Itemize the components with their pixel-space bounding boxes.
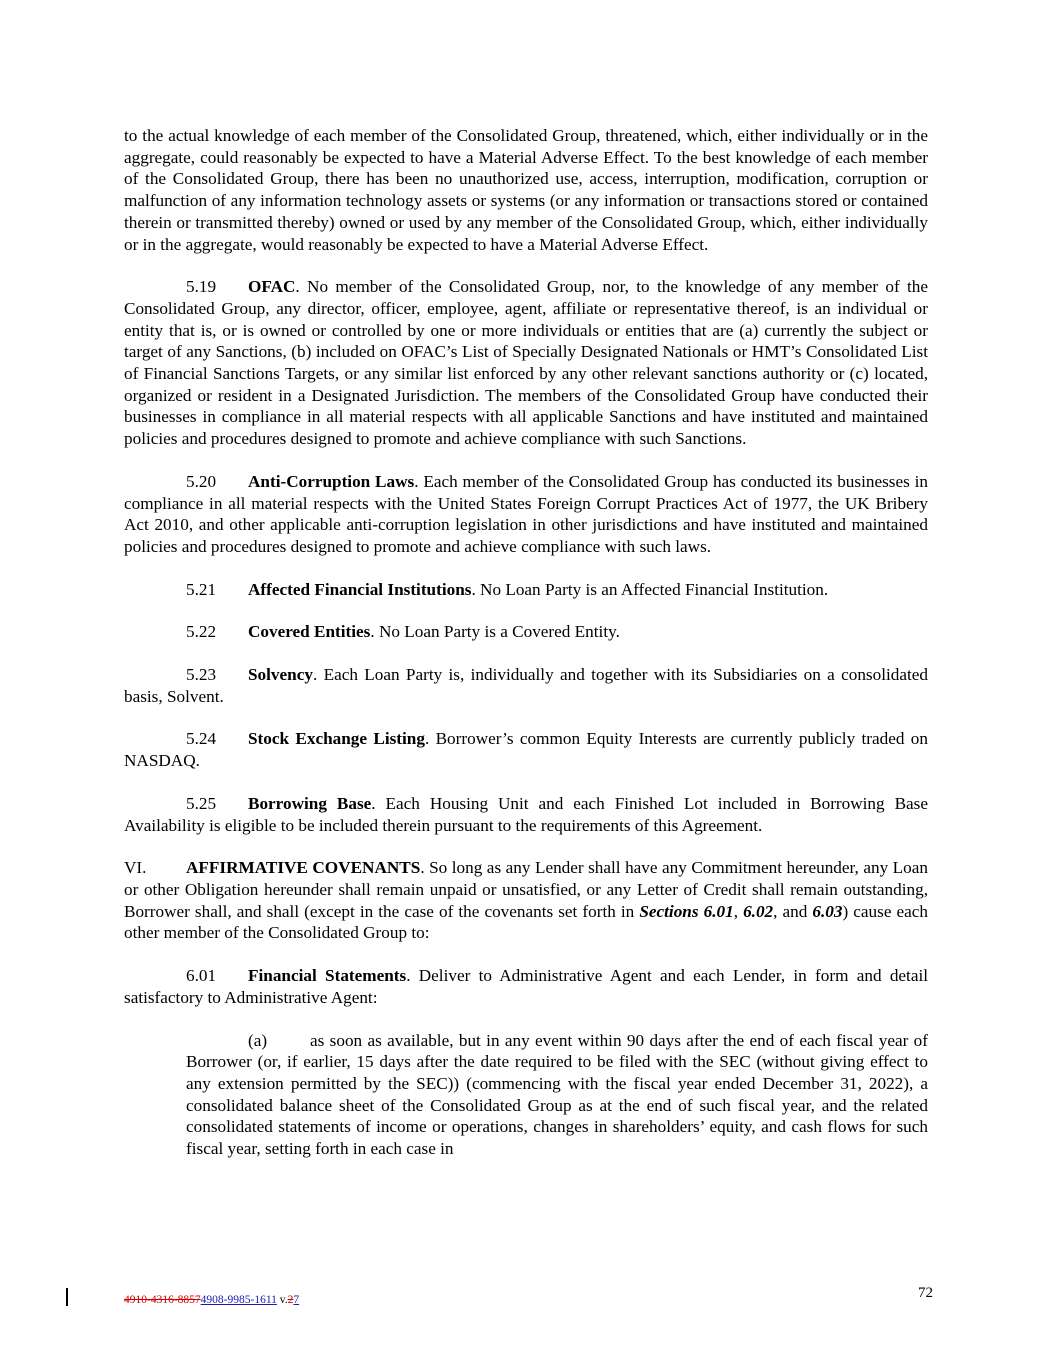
section-title: Borrowing Base <box>248 793 372 813</box>
page-number: 72 <box>918 1285 933 1301</box>
section-title: OFAC <box>248 277 296 297</box>
section-number: 5.25 <box>186 793 217 813</box>
section-text: . Borrower’s common Equity Interests are currently publicly traded on NASDAQ. <box>124 729 928 771</box>
section-5-22 <box>124 621 928 643</box>
section-5-19 <box>124 276 928 450</box>
section-number: 5.24 <box>186 729 217 749</box>
section-number: 5.19 <box>186 277 217 297</box>
section-5-24 <box>124 728 928 771</box>
section-5-23 <box>124 664 928 707</box>
version-prefix: v. <box>276 1294 288 1306</box>
section-number: 6.01 <box>186 966 217 986</box>
section-5-21 <box>124 579 928 601</box>
section-number: 5.23 <box>186 665 217 685</box>
section-6-01-a <box>186 1030 928 1160</box>
section-reference: 6.02 <box>743 901 774 921</box>
article-number: VI. <box>124 858 147 878</box>
document-id <box>124 1293 299 1307</box>
section-title: Solvency <box>248 665 313 685</box>
section-title: Covered Entities <box>248 622 371 642</box>
section-number: 5.21 <box>186 579 217 599</box>
section-text: . Each Loan Party is, individually and together with its Subsidiaries on a consolidated basis, Solvent. <box>124 665 928 706</box>
deleted-version: 2 <box>287 1294 294 1306</box>
article-title: AFFIRMATIVE COVENANTS <box>186 858 421 878</box>
section-text: . No Loan Party is an Affected Financial Institution. <box>471 579 829 599</box>
section-text: . No member of the Consolidated Group, nor, to the knowledge of any member of the Consolidated Group, any director, officer, employee, agent, affiliate or representative thereof, is an individual or entity that is, or is owned or controlled by one or more individuals or entities that are (a) currently the subject or target of any Sanctions, (b) included on OFAC’s List of Specially Designated Nationals or HMT’s Consolidated List of Financial Sanctions Targets, or any similar list enforced by any other relevant sanctions authority or (c) located, organized or resident in a Designated Jurisdiction. The members of the Consolidated Group have conducted their businesses in compliance in all material respects with all applicable Sanctions and have instituted and maintained policies and procedures designed to promote and achieve compliance with such Sanctions. <box>124 277 928 449</box>
article-text: . So long as any Lender shall have any Commitment hereunder, any Loan or other Obligation hereunder shall remain unpaid or unsatisfied, or any Letter of Credit shall remain outstanding, Borrower shall, and shall (except in the case of the covenants set forth in <box>124 858 928 921</box>
section-text: . Each Housing Unit and each Finished Lot included in Borrowing Base Availability is eligible to be included therein pursuant to the requirements of this Agreement. <box>124 793 928 835</box>
section-reference: 6.03 <box>812 901 843 921</box>
clause-number: (a) <box>248 1030 268 1050</box>
section-number: 5.20 <box>186 471 217 491</box>
separator: , and <box>773 901 813 921</box>
separator: , <box>733 901 744 921</box>
section-title: Stock Exchange Listing <box>248 729 425 749</box>
section-title: Anti-Corruption Laws <box>248 471 415 491</box>
document-body <box>124 125 928 1160</box>
deleted-doc-id: 4910-4316-8857 <box>124 1294 201 1306</box>
section-title: Affected Financial Institutions <box>248 579 472 599</box>
section-text: . Each member of the Consolidated Group has conducted its businesses in compliance in all material respects with the United States Foreign Corrupt Practices Act of 1977, the UK Bribery Act 2010, and other applicable anti-corruption legislation in other jurisdictions and have instituted and maintained policies and procedures designed to promote and achieve compliance with such laws. <box>124 471 928 556</box>
section-text: . Deliver to Administrative Agent and each Lender, in form and detail satisfactory to Administrative Agent: <box>124 966 928 1007</box>
section-6-01 <box>124 965 928 1008</box>
paragraph-continuation: to the actual knowledge of each member of the Consolidated Group, threatened, which, either individually or in the aggregate, could reasonably be expected to have a Material Adverse Effect. To the best knowledge of each member of the Consolidated Group, there has been no unauthorized use, access, interruption, modification, corruption or malfunction of any information technology assets or systems (or any information or transactions stored or contained therein or transmitted thereby) owned or used by any member of the Consolidated Group, which, either individually or in the aggregate, would reasonably be expected to have a Material Adverse Effect. <box>124 126 928 254</box>
article-6-heading <box>124 857 928 944</box>
article-text: ) cause each other member of the Consolidated Group to: <box>124 901 928 943</box>
section-title: Financial Statements <box>248 966 407 986</box>
section-reference: Sections 6.01 <box>639 901 734 921</box>
section-5-25 <box>124 793 928 836</box>
section-5-20 <box>124 471 928 558</box>
section-text: . No Loan Party is a Covered Entity. <box>370 622 620 642</box>
change-bar <box>66 1288 68 1306</box>
clause-text: as soon as available, but in any event within 90 days after the end of each fiscal year of Borrower (or, if earlier, 15 days after the date required to be filed with the SEC (without giving effect to any extension permitted by the SEC)) (commencing with the fiscal year ended December 31, 2022), a consolidated balance sheet of the Consolidated Group as at the end of such fiscal year, and the related consolidated statements of income or operations, changes in shareholders’ equity, and cash flows for such fiscal year, setting forth in each case in <box>186 1030 928 1159</box>
inserted-doc-id: 4908-9985-1611 <box>200 1294 277 1306</box>
section-number: 5.22 <box>186 622 217 642</box>
inserted-version: 7 <box>293 1294 300 1306</box>
